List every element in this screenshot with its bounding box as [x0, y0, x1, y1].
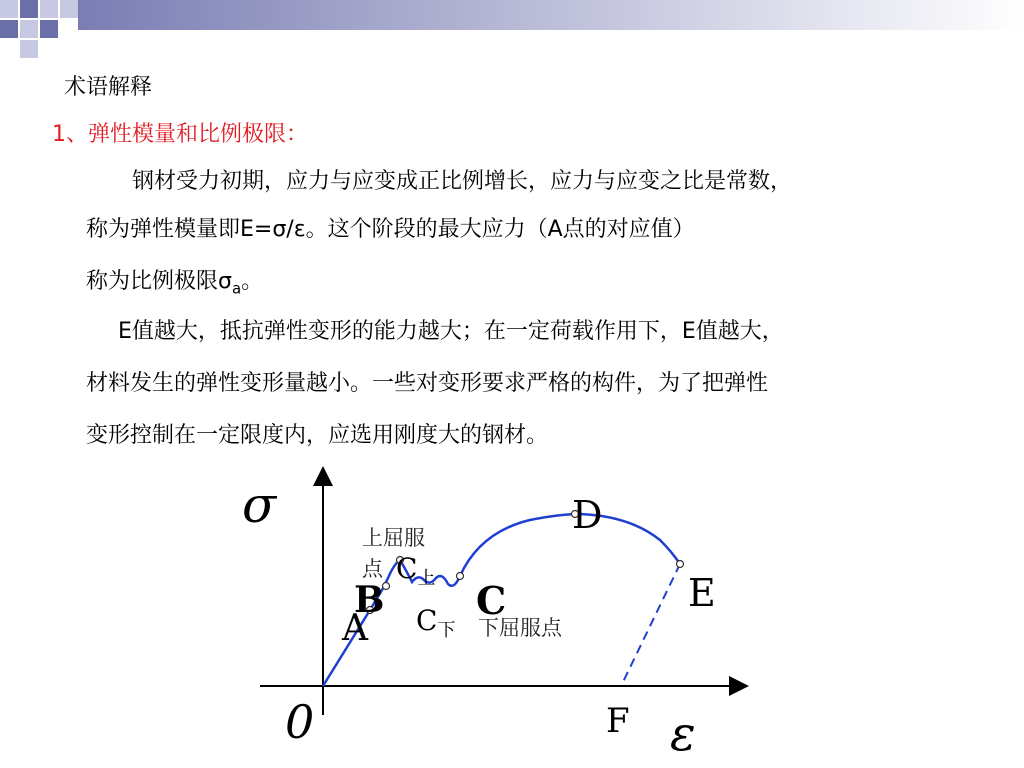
- label-a: A: [342, 608, 368, 649]
- paragraph-line: E值越大，抵抗弹性变形的能力越大；在一定荷载作用下，E值越大，: [118, 319, 784, 344]
- paragraph-line: 材料发生的弹性变形量越小。一些对变形要求严格的构件，为了把弹性: [86, 371, 769, 396]
- paragraph-text: 称为比例极限σ: [86, 269, 232, 294]
- deco-bar: [78, 0, 1024, 30]
- unloading-line: [623, 564, 680, 682]
- deco-square: [0, 0, 18, 18]
- deco-square: [0, 20, 18, 38]
- deco-square: [20, 0, 38, 18]
- subscript-text: a: [231, 279, 242, 298]
- origin-label: 0: [285, 695, 315, 749]
- label-f: F: [606, 701, 630, 741]
- label-c: C: [476, 578, 507, 623]
- stress-strain-diagram: [230, 460, 790, 760]
- header-decoration: [0, 0, 1024, 60]
- deco-square: [20, 20, 38, 38]
- slide-title: 术语解释: [64, 75, 153, 100]
- paragraph-line: 钢材受力初期，应力与应变成正比例增长，应力与应变之比是常数，: [132, 169, 793, 194]
- c-upper-main: C: [396, 552, 418, 585]
- label-c-upper: [396, 552, 435, 589]
- paragraph-line: [86, 268, 263, 302]
- paragraph-line: 称为弹性模量即E=σ/ε。这个阶段的最大应力（A点的对应值）: [86, 217, 695, 242]
- point-marker-c: [457, 573, 464, 580]
- paragraph-text: 。: [241, 269, 264, 294]
- upper-yield-label: 上屈服: [362, 526, 425, 550]
- upper-yield-label-2: 点: [362, 557, 383, 581]
- paragraph-line: 变形控制在一定限度内，应选用刚度大的钢材。: [86, 423, 549, 448]
- c-lower-sub: 下: [437, 620, 456, 641]
- y-axis-symbol: σ: [242, 476, 277, 534]
- deco-square: [60, 0, 78, 18]
- c-lower-main: C: [416, 604, 438, 637]
- label-c-lower: [416, 604, 455, 641]
- deco-square: [20, 40, 38, 58]
- x-axis-symbol: ε: [670, 706, 696, 760]
- c-upper-sub: 上: [417, 568, 436, 589]
- section-heading: 1、弹性模量和比例极限：: [52, 122, 308, 147]
- deco-square: [40, 20, 58, 38]
- label-e: E: [688, 571, 716, 615]
- label-d: D: [572, 493, 603, 537]
- point-marker-e: [677, 561, 684, 568]
- label-b: B: [354, 579, 385, 621]
- deco-square: [40, 0, 58, 18]
- lower-yield-label: 下屈服点: [478, 616, 562, 640]
